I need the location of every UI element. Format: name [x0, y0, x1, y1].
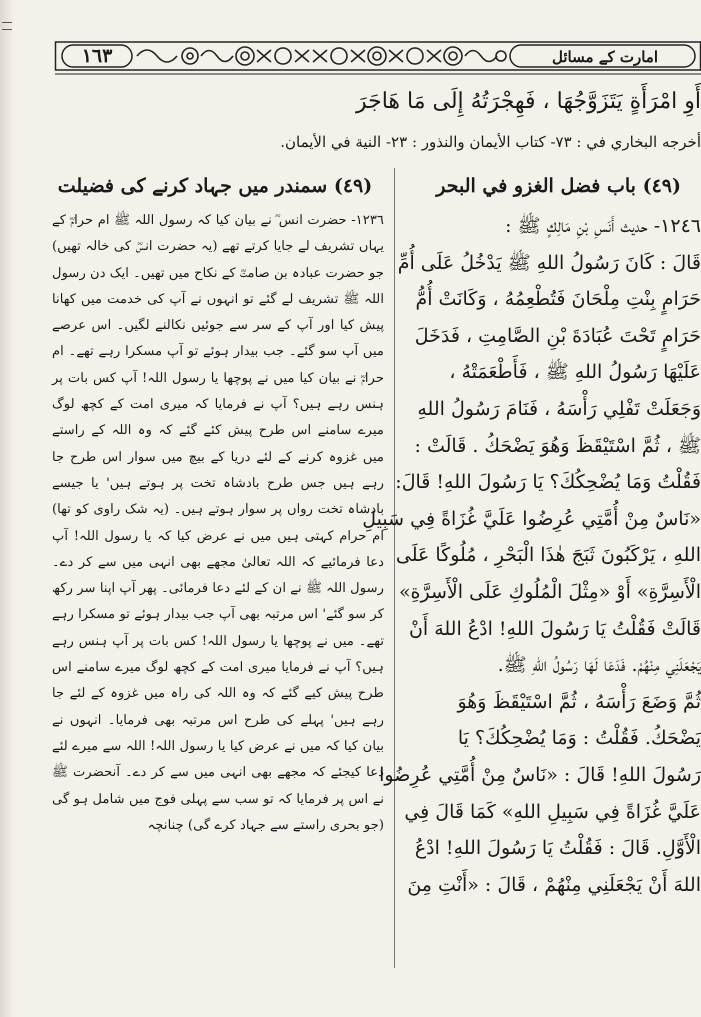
- urdu-paragraph: ١٢٣٦- حضرت انس ؓ نے بیان کیا کہ رسول اللہ ﷺ ام حرامؓ کے یہاں تشریف لے جایا کرتے تھے (یہ حضرت انسؓ کی خالہ تھیں) جو حضرت عبادہ بن صامتؓ کے نکاح میں تھیں۔ ایک دن رسول اللہ ﷺ تشریف لے گئے تو انہوں نے آپ کی خدمت میں کھانا پیش کیا اور آپ کے سر سے جوئیں نکالنے لگیں۔ اس عرصے میں آپ سو گئے۔ جب بیدار ہوئے تو آپ مسکرا رہے تھے۔ ام حرامؓ نے بیان کیا میں نے پوچھا یا رسول اللہ! آپ کس بات پر ہنس رہے ہیں؟ آپ نے فرمایا کہ میری امت کے کچھ لوگ میرے سامنے اس طرح پیش کئے گئے کہ وہ اللہ کے راستے میں غزوہ کرنے کے لئے دریا کے بیچ میں سوار اس طرح جا رہے ہیں جس طرح بادشاہ تخت پر ہوتے ہیں' یا جیسے بادشاہ تخت رواں پر سوار ہوتے ہیں۔ (یہ شک راوی کو تھا) ام حرام کہتی ہیں میں نے عرض کیا کہ یا رسول اللہ! آپ دعا فرمائیے کہ اللہ تعالیٰ مجھے بھی انہی میں سے کر دے۔ رسول اللہ ﷺ نے ان کے لئے دعا فرمائی۔ پھر آپ اپنا سر رکھ کر سو گئے' اس مرتبہ بھی آپ جب بیدار ہوئے تو مسکرا رہے تھے۔ میں نے پوچھا یا رسول اللہ! کس بات پر آپ ہنس رہے ہیں؟ آپ نے فرمایا میری امت کے کچھ لوگ میرے سامنے اس طرح پیش کیے گئے کہ وہ اللہ کی راہ میں غزوہ کے لئے جا رہے ہیں' پہلے کی طرح اس مرتبہ بھی فرمایا۔ انہوں نے بیان کیا کہ میں نے عرض کیا یا رسول اللہ! اللہ سے میرے لئے دعا کیجئے کہ مجھے بھی انہی میں سے کر دے۔ آنحضرت ﷺ نے اس پر فرمایا کہ تو سب سے پہلی فوج میں شامل ہو گی (جو بحری راستے سے جہاد کرے گی) چنانچہ: [52, 213, 384, 833]
- column-divider: [394, 168, 395, 968]
- arabic-line: عَلَيْهَا رَسُولُ اللهِ ﷺ ، فَأَطْعَمَتْهُ ،: [449, 361, 701, 384]
- arabic-line: فَقُلْتُ وَمَا يُضْحِكُكَ؟ يَا رَسُولَ اللهِ! قَالَ:: [395, 471, 701, 494]
- arabic-line: ١٢٤٦- حديث أَنَسِ بْنِ مَالِكٍ ﷺ :: [505, 215, 701, 237]
- arabic-line: حَرَامٍ تَحْتَ عُبَادَةَ بْنِ الصَّامِتِ ، فَدَخَلَ: [414, 324, 701, 347]
- edge-tick: [2, 29, 12, 30]
- arabic-line: اللهِ ، يَرْكَبُونَ ثَبَجَ هٰذَا الْبَحْرِ ، مُلُوكًا عَلَى: [395, 544, 701, 567]
- hadith-reference: أخرجه البخاري في : ٧٣- كتاب الأيمان والنذور : ٢٣- النية في الأيمان.: [280, 133, 701, 151]
- page-number: ١٦٣: [81, 45, 113, 67]
- arabic-line: يَضْحَكُ. فَقُلْتُ : وَمَا يُضْحِكُكَ؟ يَا: [457, 727, 701, 750]
- edge-tick: [2, 22, 12, 23]
- arabic-line: ﷺ ، ثُمَّ اسْتَيْقَظَ وَهُوَ يَضْحَكُ . قَالَتْ :: [414, 434, 701, 457]
- arabic-line: قَالَ : كَانَ رَسُولُ اللهِ ﷺ يَدْخُلُ عَلَى أُمِّ: [397, 251, 701, 274]
- urdu-section-heading: (٤٩) سمندر میں جہاد کرنے کی فضیلت: [57, 175, 373, 197]
- arabic-line: ثُمَّ وَضَعَ رَأْسَهُ ، ثُمَّ اسْتَيْقَظَ وَهُوَ: [457, 690, 701, 713]
- arabic-line: الْأَسِرَّةِ» أَوْ «مِثْلَ الْمُلُوكِ عَلَى الْأَسِرَّةِ»: [398, 580, 701, 603]
- arabic-line: الْأَوَّلِ. قَالَ : فَقُلْتُ يَا رَسُولَ اللهِ! ادْعُ: [414, 837, 701, 860]
- arabic-section-heading: (٤٩) باب فضل الغزو في البحر: [436, 175, 681, 197]
- arabic-line: وَجَعَلَتْ تَفْلِي رَأْسَهُ ، فَنَامَ رَسُولُ اللهِ: [417, 397, 701, 420]
- arabic-text-column: [362, 208, 701, 1008]
- arabic-line: عَلَيَّ غُزَاةً فِي سَبِيلِ اللهِ» كَمَا قَالَ فِي: [404, 800, 701, 823]
- arabic-line: يَجْعَلَنِي مِنْهُمْ. فَدَعَا لَهَا رَسُولُ اللهِ ﷺ.: [497, 654, 701, 677]
- arabic-line: حَرَامٍ بِنْتِ مِلْحَانَ فَتُطْعِمُهُ ، وَكَانَتْ أُمُّ: [415, 288, 701, 311]
- running-title: امارت کے مسائل: [551, 48, 659, 66]
- arabic-line: قَالَتْ فَقُلْتُ يَا رَسُولَ اللهِ! ادْعُ اللهَ أَنْ: [408, 617, 701, 640]
- arabic-line: «نَاسٌ مِنْ أُمَّتِي عُرِضُوا عَلَيَّ غُزَاةً فِي سَبِيلِ: [362, 507, 701, 530]
- page-edge: [0, 0, 14, 1017]
- urdu-translation-column: [52, 208, 384, 983]
- top-arabic-line: أَوِ امْرَأَةٍ يَتَزَوَّجُهَا ، فَهِجْرَتُهُ إِلَى مَا هَاجَرَ: [355, 89, 701, 114]
- arabic-line: اللهَ أَنْ يَجْعَلَنِي مِنْهُمْ ، قَالَ : «أَنْتِ مِنَ: [407, 873, 701, 896]
- arabic-line: رَسُولَ اللهِ! قَالَ : «نَاسٌ مِنْ أُمَّتِي عُرِضُوا: [379, 763, 701, 786]
